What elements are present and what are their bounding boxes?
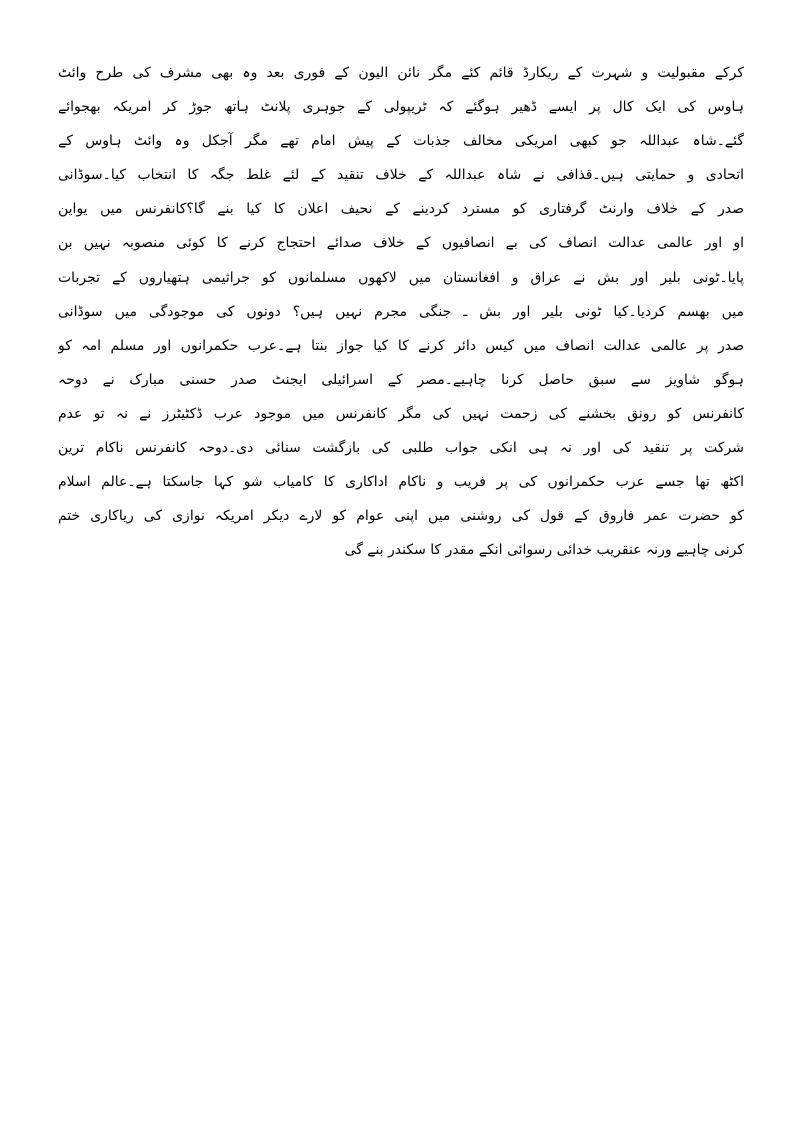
text-line: اکٹھ تھا جسے عرب حکمرانوں کی پر فریب و ناکام اداکاری کا کامیاب شو کہا جاسکتا ہے۔عالم اسلام bbox=[58, 474, 744, 491]
text-line: صدر پر عالمی عدالت انصاف میں کیس دائر کرنے کا کیا جواز بنتا ہے۔عرب حکمرانوں اور مسلم امہ کو bbox=[58, 337, 744, 354]
text-line: کو حضرت عمر فاروق کے قول کی روشنی میں اپنی عوام کو لارے دیکر امریکہ نوازی کی ریاکاری ختم bbox=[58, 508, 744, 525]
text-line: پایا۔ٹونی بلیر اور بش نے عراق و افغانستان میں لاکھوں مسلمانوں کو جراثیمی ہتھیاروں کے تجربات bbox=[58, 269, 744, 286]
text-line-last: کرنی چاہیے ورنہ عنقریب خدائی رسوائی انکے مقدر کا سکندر بنے گی bbox=[344, 542, 744, 559]
text-line: او اور عالمی عدالت انصاف کی بے انصافیوں کے خلاف صدائے احتجاج کرنے کا کوئی منصوبہ نہیں بن bbox=[58, 235, 744, 252]
text-line: صدر کے خلاف وارنٹ گرفتاری کو مسترد کردینے کے نحیف اعلان کا کیا بنے گا؟کانفرنس میں یواین bbox=[58, 201, 744, 218]
text-line: اتحادی و حمایتی ہیں۔قذافی نے شاہ عبداللہ کے خلاف تنقید کے لئے غلط جگہ کا انتخاب کیا۔سوڈانی bbox=[58, 167, 744, 184]
text-line: ہاوس کی ایک کال پر ایسے ڈھیر ہوگئے کہ ٹریپولی کے جوہری پلانٹ ہاتھ جوڑ کر امریکہ بھجوائے bbox=[58, 99, 744, 116]
text-line: کرکے مقبولیت و شہرت کے ریکارڈ قائم کئے مگر نائن الیون کے فوری بعد وہ بھی مشرف کی طرح وائٹ bbox=[58, 65, 744, 81]
text-line: گئے۔شاہ عبداللہ جو کبھی امریکی مخالف جذبات کے پیش امام تھے مگر آجکل وہ وائٹ ہاوس کے bbox=[58, 133, 744, 150]
text-line: ہوگو شاویز سے سبق حاصل کرنا چاہیے۔مصر کے اسرائیلی ایجنٹ صدر حسنی مبارک نے دوحہ bbox=[58, 371, 744, 388]
article-text bbox=[58, 56, 744, 567]
text-line: شرکت پر تنقید کی اور نہ ہی انکی جواب طلبی کی بازگشت سنائی دی۔دوحہ کانفرنس ناکام ترین bbox=[58, 440, 744, 457]
text-line: کانفرنس کو رونق بخشنے کی زحمت نہیں کی مگر کانفرنس میں موجود عرب ڈکٹیٹرز نے نہ تو عدم bbox=[58, 405, 744, 422]
text-line: میں بھسم کردیا۔کیا ٹونی بلیر اور بش ـ جنگی مجرم نہیں ہیں؟ دونوں کی موجودگی میں سوڈانی bbox=[58, 303, 744, 320]
